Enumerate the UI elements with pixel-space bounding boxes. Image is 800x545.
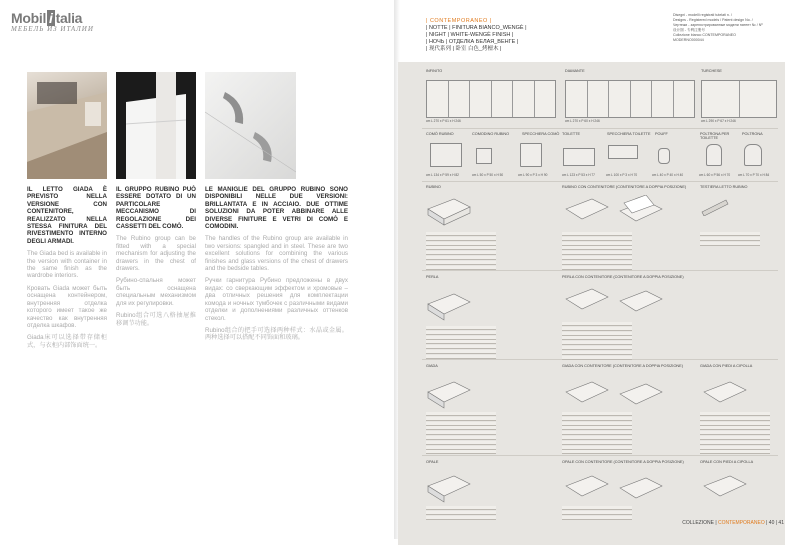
bed-opale-piedi-drawing xyxy=(700,472,750,504)
spec-table xyxy=(562,322,632,360)
spec-table xyxy=(700,412,770,455)
wardrobe-turchese xyxy=(701,80,777,118)
bed-giada-drawing xyxy=(424,378,474,410)
text-italian: IL LETTO GIADA È PREVISTO NELLA VERSIONE CON CONTENITORE, REALIZZATO NELLA STESSA FINITURA DEL RIVESTIMENTO INTERNO DEGLI ARMADI. xyxy=(27,186,107,245)
label-poltrona-toilette: POLTRONA PER TOILETTE xyxy=(700,132,730,140)
text-russian: Кровать Giada может быть оснащена контейнером, внутренняя отделка которого имеет такое же качество как внутренняя отделка шкафов. xyxy=(27,284,107,329)
label-giada-piedi: GIADA CON PIEDI A CIPOLLA xyxy=(700,364,753,368)
dims-diamante: cm L 270 x P 60 x H 246 xyxy=(565,119,600,123)
spec-table xyxy=(426,232,496,270)
headboard-drawing xyxy=(700,198,730,216)
text-russian: Ручки гарнитура Рубино предложены в двух видах: со сверкающим эффектом и хромовые – два отличных решения для комплектации комода и ночных тумбочек с различными видами отделки и дополнениями различных оттенков стекол. xyxy=(205,277,348,322)
wardrobe-infinito xyxy=(426,80,556,118)
page-footer: COLLEZIONE | CONTEMPORANEO | 40 | 41 xyxy=(682,520,784,526)
bed-perla-container-drawing xyxy=(562,285,672,317)
label-comodino-rubino: COMODINO RUBINO xyxy=(472,132,510,136)
dims-pouff: cm L 40 x P 40 x H 40 xyxy=(652,173,684,177)
section-line: | NIGHT | WHITE-WENGÈ FINISH | xyxy=(426,32,514,38)
text-russian: Рубино-спальня может быть оснащена специальным механизмом для их регулировки. xyxy=(116,277,196,307)
designer-notes xyxy=(673,13,783,43)
vanity-mirror xyxy=(608,145,638,159)
spec-table xyxy=(426,326,496,360)
section-line: | НОЧЬ | ОТДЕЛКА БЕЛАЯ_ВЕНГЕ | xyxy=(426,39,519,45)
section-line: | NOTTE | FINITURA BIANCO_WENGÈ | xyxy=(426,25,527,31)
label-testiera: TESTIERA LETTO RUBINO xyxy=(700,185,748,189)
label-toilette: TOILETTE xyxy=(562,132,581,136)
spec-table xyxy=(700,232,760,246)
spec-table xyxy=(426,412,496,455)
label-perla: PERLA xyxy=(426,275,439,279)
label-specchiera-toilette: SPECCHIERA TOILETTE xyxy=(607,132,651,136)
spec-table xyxy=(426,506,496,520)
text-column-giada xyxy=(27,186,107,354)
text-chinese: Giada床可以选择带存储柜式，与衣柜内部饰面统一。 xyxy=(27,334,107,349)
label-giada-container: GIADA CON CONTENITORE (CONTENITORE A DOPPIA POSIZIONE) xyxy=(562,364,683,368)
dims-specchiera: cm L 90 x P 3 x H 90 xyxy=(518,173,548,177)
spec-table xyxy=(562,232,632,270)
dims-poltrona-toilette: cm L 60 x P 56 x H 70 xyxy=(699,173,731,177)
section-title xyxy=(426,18,527,53)
designer-line: Designs - Registered models / Patent design No. / xyxy=(673,18,753,22)
label-infinito: INFINITO xyxy=(426,69,443,73)
designer-line: MODERNO000044 xyxy=(673,38,704,42)
label-specchiera-como: SPECCHIERA COMÒ xyxy=(522,132,560,136)
bed-rubino-drawing xyxy=(424,195,474,227)
logo-tagline: МЕБЕЛЬ ИЗ ИТАЛИИ xyxy=(11,25,94,33)
vanity-armchair xyxy=(706,144,722,166)
bed-opale-drawing xyxy=(424,472,474,504)
logo-wordmark: Mobil i talia xyxy=(11,10,83,26)
text-chinese: Rubino组合的把手可选择两种样式：水晶或金属。两种选择可以搭配不同饰面和玻璃。 xyxy=(205,326,348,342)
text-italian: LE MANIGLIE DEL GRUPPO RUBINO SONO DISPONIBILI NELLE DUE VERSIONI: BRILLANTATA E IN ACCIAIO. DUE OTTIME SOLUZIONI DA POTER ABBINARE ALLE DIVERSE FINITURE E VETRI DI COMÒ E COMODINI. xyxy=(205,186,348,231)
text-chinese: Rubino组合可选八格抽屉推移调节功能。 xyxy=(116,312,196,327)
label-pouff: POUFF xyxy=(655,132,668,136)
text-english: The Rubino group can be fitted with a special mechanism for adjusting the drawers in the chest of drawers. xyxy=(116,235,196,273)
label-rubino: RUBINO xyxy=(426,185,441,189)
bed-giada-container-drawing xyxy=(562,378,672,410)
vanity-table xyxy=(563,148,595,166)
bed-giada-piedi-drawing xyxy=(700,378,750,410)
text-english: The Giada bed is available in the version with container in the same finish as the wardrobe interiors. xyxy=(27,250,107,280)
photo-bed-container xyxy=(27,72,107,179)
spec-table xyxy=(562,412,632,455)
designer-line: Disegni - modelli registrati tutelati n. / xyxy=(673,13,732,17)
label-giada: GIADA xyxy=(426,364,438,368)
label-opale: OPALE xyxy=(426,460,439,464)
brand-logo xyxy=(11,10,94,33)
label-opale-piedi: OPALE CON PIEDI A CIPOLLA xyxy=(700,460,754,464)
designer-line: Чертежи - зарегистрированные модели патент № / Nº xyxy=(673,23,763,27)
dims-infinito: cm L 270 x P 61 x H 246 xyxy=(426,119,461,123)
dims-poltrona: cm L 70 x P 70 x H 84 xyxy=(738,173,770,177)
left-page xyxy=(0,0,396,539)
label-turchese: TURCHESE xyxy=(701,69,722,73)
label-como-rubino: COMÒ RUBINO xyxy=(426,132,454,136)
bed-perla-drawing xyxy=(424,290,474,322)
bed-opale-container-drawing xyxy=(562,472,672,504)
label-rubino-container: RUBINO CON CONTENITORE (CONTENITORE A DOPPIA POSIZIONE) xyxy=(562,185,687,189)
label-poltrona: POLTRONA xyxy=(742,132,763,136)
armchair xyxy=(744,144,762,166)
divider xyxy=(422,181,778,182)
text-italian: IL GRUPPO RUBINO PUÒ ESSERE DOTATO DI UN PARTICOLARE MECCANISMO DI REGOLAZIONE DEI CASSETTI DEL COMÒ. xyxy=(116,186,196,231)
designer-line: 设计图 - 专利注册号 xyxy=(673,28,705,32)
text-english: The handles of the Rubino group are available in two versions: spangled and in steel. These are two excellent solutions for combining the various finishes and glass versions of the chest of drawers and the bedside tables. xyxy=(205,235,348,273)
pouf xyxy=(658,148,670,164)
label-opale-container: OPALE CON CONTENITORE (CONTENITORE A DOPPIA POSIZIONE) xyxy=(562,460,684,464)
dims-turchese: cm L 290 x P 67 x H 246 xyxy=(701,119,736,123)
divider xyxy=(422,128,778,129)
dims-toilette: cm L 123 x P 53 x H 77 xyxy=(562,173,595,177)
bedside-table xyxy=(476,148,492,164)
chest-of-drawers xyxy=(430,143,462,167)
photo-drawer-mechanism xyxy=(116,72,196,179)
wardrobe-diamante xyxy=(565,80,695,118)
designer-line: Collezione bianco CONTEMPORANEO xyxy=(673,33,736,37)
text-column-rubino xyxy=(116,186,196,332)
label-perla-container: PERLA CON CONTENITORE (CONTENITORE A DOPPIA POSIZIONE) xyxy=(562,275,684,279)
photo-handles xyxy=(205,72,296,179)
section-line: | 现代系列 | 卧室 白色_烤檀木 | xyxy=(426,46,502,52)
spec-table xyxy=(562,506,632,520)
bed-rubino-container-drawing xyxy=(562,195,672,227)
dims-spec-toilette: cm L 100 x P 3 x H 70 xyxy=(606,173,638,177)
text-column-handles xyxy=(205,186,348,347)
dims-como: cm L 134 x P 59 x H 82 xyxy=(426,173,459,177)
mirror xyxy=(520,143,542,167)
dims-comodino: cm L 50 x P 50 x H 50 xyxy=(472,173,504,177)
section-heading: | CONTEMPORANEO | xyxy=(426,18,492,24)
label-diamante: DIAMANTE xyxy=(565,69,585,73)
